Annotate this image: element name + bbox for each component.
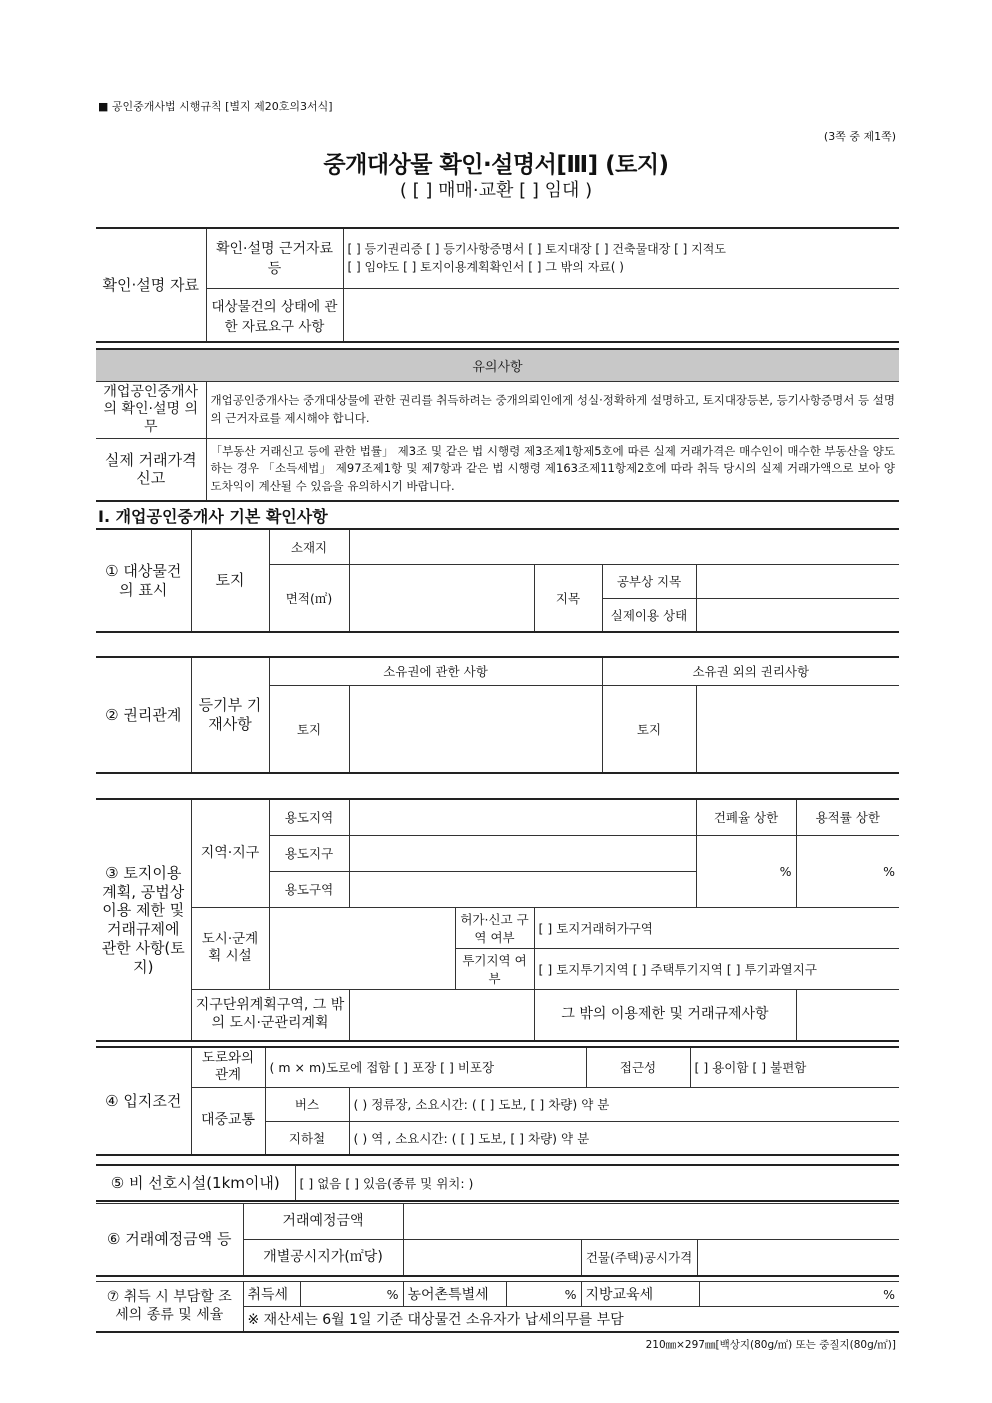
s2-label: ② 권리관계 bbox=[96, 657, 191, 773]
speculation-options[interactable]: [ ] 토지투기지역 [ ] 주택투기지역 [ ] 투기과열지구 bbox=[534, 948, 899, 989]
access-options[interactable]: [ ] 용이함 [ ] 불편함 bbox=[690, 1047, 899, 1087]
s4-label: ④ 입지조건 bbox=[96, 1047, 191, 1155]
use-zone-field[interactable] bbox=[349, 871, 696, 907]
official-jimok-label: 공부상 지목 bbox=[602, 564, 696, 598]
request-field[interactable] bbox=[343, 288, 899, 342]
edu-tax-label: 지방교육세 bbox=[581, 1282, 699, 1307]
ownership-land-label: 토지 bbox=[269, 685, 349, 773]
zone-label: 지역·지구 bbox=[191, 799, 269, 907]
rural-tax-field[interactable]: % bbox=[506, 1282, 581, 1307]
transaction-type: ( [ ] 매매·교환 [ ] 임대 ) bbox=[399, 180, 593, 201]
actual-use-label: 실제이용 상태 bbox=[602, 598, 696, 632]
actual-use-field[interactable] bbox=[696, 598, 899, 632]
official-jimok-field[interactable] bbox=[696, 564, 899, 598]
s4-table bbox=[96, 1046, 899, 1156]
access-label: 접근성 bbox=[586, 1047, 690, 1087]
notice-header: 유의사항 bbox=[96, 349, 899, 381]
s6-label: ⑥ 거래예정금액 등 bbox=[96, 1204, 243, 1276]
basis-label: 확인·설명 근거자료 등 bbox=[206, 228, 343, 288]
s1-label: ① 대상물건의 표시 bbox=[96, 529, 191, 632]
area-label: 면적(㎡) bbox=[269, 564, 349, 632]
s3-label: ③ 토지이용계획, 공법상 이용 제한 및 거래규제에 관한 사항(토지) bbox=[96, 799, 191, 1041]
s7-table bbox=[96, 1281, 899, 1333]
location-field[interactable] bbox=[349, 529, 899, 564]
page-title: 중개대상물 확인·설명서[Ⅲ] (토지) bbox=[323, 152, 669, 178]
request-label: 대상물건의 상태에 관한 자료요구 사항 bbox=[206, 288, 343, 342]
jimok-label: 지목 bbox=[534, 564, 602, 632]
district-plan-label: 지구단위계획구역, 그 밖의 도시·군관리계획 bbox=[191, 989, 349, 1041]
other-limits-field[interactable] bbox=[796, 989, 899, 1041]
bcr-label: 건폐율 상한 bbox=[696, 799, 796, 835]
duty-label: 개업공인중개사의 확인·설명 의무 bbox=[96, 381, 206, 439]
road-label: 도로와의 관계 bbox=[191, 1047, 265, 1087]
notice-table bbox=[96, 348, 899, 502]
s1-land: 토지 bbox=[191, 529, 269, 632]
use-district-field[interactable] bbox=[349, 835, 696, 871]
rural-tax-label: 농어촌특별세 bbox=[403, 1282, 506, 1307]
use-area-label: 용도지역 bbox=[269, 799, 349, 835]
s2-table bbox=[96, 656, 899, 774]
property-tax-note: ※ 재산세는 6월 1일 기준 대상물건 소유자가 납세의무를 부담 bbox=[243, 1307, 899, 1333]
city-plan-label: 도시·군계획 시설 bbox=[191, 907, 269, 989]
speculation-label: 투기지역 여부 bbox=[455, 948, 534, 989]
subway-label: 지하철 bbox=[265, 1121, 349, 1155]
far-label: 용적률 상한 bbox=[796, 799, 899, 835]
building-price-label: 건물(주택)공시가격 bbox=[581, 1240, 697, 1276]
s5-label: ⑤ 비 선호시설(1km이내) bbox=[96, 1165, 295, 1201]
acq-tax-field[interactable]: % bbox=[300, 1282, 403, 1307]
city-plan-field[interactable] bbox=[269, 907, 455, 989]
other-rights-field[interactable] bbox=[696, 685, 899, 773]
other-rights-header: 소유권 외의 권리사항 bbox=[602, 657, 899, 685]
s1-table bbox=[96, 528, 899, 633]
page-number: (3쪽 중 제1쪽) bbox=[823, 130, 896, 143]
permit-label: 허가·신고 구역 여부 bbox=[455, 907, 534, 948]
road-field[interactable]: ( m × m)도로에 접함 [ ] 포장 [ ] 비포장 bbox=[265, 1047, 586, 1087]
location-label: 소재지 bbox=[269, 529, 349, 564]
other-limits-label: 그 밖의 이용제한 및 거래규제사항 bbox=[534, 989, 796, 1041]
official-price-label: 개별공시지가(㎡당) bbox=[243, 1240, 403, 1276]
ownership-header: 소유권에 관한 사항 bbox=[269, 657, 602, 685]
s3-table bbox=[96, 798, 899, 1042]
basis-options-1[interactable]: [ ] 등기권리증 [ ] 등기사항증명서 [ ] 토지대장 [ ] 건축물대장 [ ] 지적도 bbox=[347, 241, 726, 256]
edu-tax-field[interactable]: % bbox=[699, 1282, 899, 1307]
transit-label: 대중교통 bbox=[191, 1087, 265, 1155]
s7-label: ⑦ 취득 시 부담할 조세의 종류 및 세율 bbox=[96, 1282, 243, 1333]
permit-options[interactable]: [ ] 토지거래허가구역 bbox=[534, 907, 899, 948]
use-district-label: 용도지구 bbox=[269, 835, 349, 871]
report-text: 「부동산 거래신고 등에 관한 법률」 제3조 및 같은 법 시행령 제3조제1항제5호에 따른 실제 거래가격은 매수인이 매수한 부동산을 양도하는 경우 「소득세법」 제97조제1항 및 제7항과 같은 법 시행령 제163조제11항제2호에 따라 취득 당시의 실제 거래가액으로 보아 양도차익이 계산될 수 있음을 유의하시기 바랍니다. bbox=[206, 439, 899, 501]
area-field[interactable] bbox=[349, 564, 534, 632]
paper-spec: 210㎜×297㎜[백상지(80g/㎡) 또는 중질지(80g/㎡)] bbox=[645, 1339, 896, 1351]
official-price-field[interactable] bbox=[403, 1240, 581, 1276]
district-plan-field[interactable] bbox=[349, 989, 534, 1041]
s5-options[interactable]: [ ] 없음 [ ] 있음(종류 및 위치: ) bbox=[295, 1165, 899, 1201]
bus-label: 버스 bbox=[265, 1087, 349, 1121]
acq-tax-label: 취득세 bbox=[243, 1282, 300, 1307]
registry-label: 등기부 기재사항 bbox=[191, 657, 269, 773]
confirm-table bbox=[96, 227, 899, 343]
s6-table bbox=[96, 1203, 899, 1277]
bus-field[interactable]: ( ) 정류장, 소요시간: ( [ ] 도보, [ ] 차량) 약 분 bbox=[349, 1087, 899, 1121]
report-label: 실제 거래가격 신고 bbox=[96, 439, 206, 501]
ownership-field[interactable] bbox=[349, 685, 602, 773]
section1-title: Ⅰ. 개업공인중개사 기본 확인사항 bbox=[98, 507, 328, 526]
far-field[interactable]: % bbox=[796, 835, 899, 907]
bcr-field[interactable]: % bbox=[696, 835, 796, 907]
building-price-field[interactable] bbox=[697, 1240, 899, 1276]
s5-table bbox=[96, 1164, 899, 1202]
duty-text: 개업공인중개사는 중개대상물에 관한 권리를 취득하려는 중개의뢰인에게 성실·정확하게 설명하고, 토지대장등본, 등기사항증명서 등 설명의 근거자료를 제시해야 합니다. bbox=[206, 381, 899, 439]
basis-options-2[interactable]: [ ] 임야도 [ ] 토지이용계획확인서 [ ] 그 밖의 자료( ) bbox=[347, 260, 624, 275]
use-zone-label: 용도구역 bbox=[269, 871, 349, 907]
confirm-label: 확인·설명 자료 bbox=[96, 228, 206, 342]
price-field[interactable] bbox=[403, 1204, 899, 1240]
other-rights-land-label: 토지 bbox=[602, 685, 696, 773]
use-area-field[interactable] bbox=[349, 799, 696, 835]
price-label: 거래예정금액 bbox=[243, 1204, 403, 1240]
law-reference: ■ 공인중개사법 시행규칙 [별지 제20호의3서식] bbox=[98, 100, 333, 113]
subway-field[interactable]: ( ) 역 , 소요시간: ( [ ] 도보, [ ] 차량) 약 분 bbox=[349, 1121, 899, 1155]
